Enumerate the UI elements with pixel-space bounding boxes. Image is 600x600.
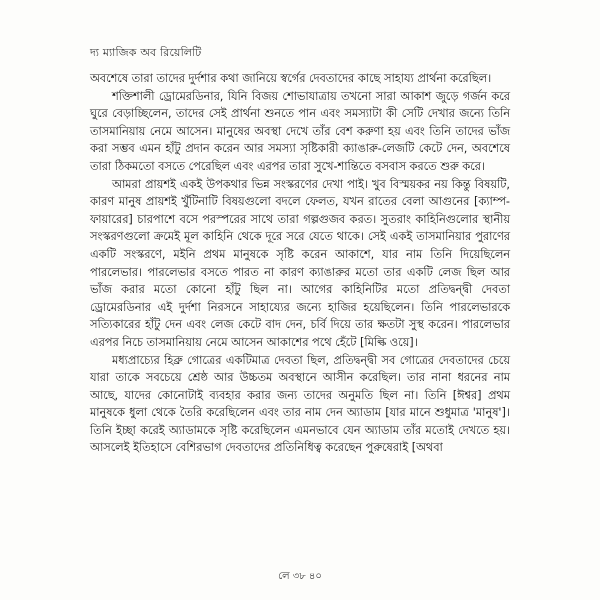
- paragraph-4: মধ্যপ্রাচ্যের হিব্রু গোত্রের একটিমাত্র দেবতা ছিল, প্রতিদ্বন্দ্বী সব গোত্রের দেবতাদের চেয়ে যারা তাকে সবচেয়ে শ্রেষ্ঠ আর উচ্চতম অবস্থানে আসীন করেছিল। তার নানা ধরনের নাম আছে, যাদের কোনোটাই ব্যবহার করার জন্য তাদের অনুমতি ছিল না। তিনি [ঈশ্বর] প্রথম মানুষকে ধুলা থেকে তৈরি করেছিলেন এবং তার নাম দেন অ্যাডাম [যার মানে শুধুমাত্র 'মানুষ']। তিনি ইচ্ছা করেই অ্যাডামকে সৃষ্টি করেছিলেন এমনভাবে যেন অ্যাডাম তাঁর মতোই দেখতে হয়। আসলেই ইতিহাসে বেশিরভাগ দেবতাদের প্রতিনিধিত্ব করেছেন পুরুষেরাই [অথবা: [90, 353, 510, 455]
- paragraph-3: আমরা প্রায়শই একই উপকথার ভিন্ন সংস্করণের দেখা পাই। খুব বিস্ময়কর নয় কিন্তু বিষয়টি, কারণ মানুষ প্রায়শই খুঁটিনাটি বিষয়গুলো বদলে ফেলত, যখন রাতের বেলা আগুনের [ক্যাম্প-ফায়ারের] চারপাশে বসে পরস্পরের সাথে তারা গল্পগুজব করত। সুতরাং কাহিনিগুলোর স্থানীয় সংস্করণগুলো ক্রমেই মূল কাহিনি থেকে দূরে সরে যেতে থাকে। সেই একই তাসমানিয়ার পুরাণের একটি সংস্করণে, মইনি প্রথম মানুষকে সৃষ্টি করেন আকাশে, যার নাম তিনি দিয়েছিলেন পারলেভার। পারলেভার বসতে পারত না কারণ ক্যাঙারুর মতো তার একটি লেজ ছিল আর ভাঁজ করার মতো কোনো হাঁটু ছিল না। আগের কাহিনিটির মতো প্রতিদ্বন্দ্বী দেবতা ড্রোমেরডিনার এই দুর্দশা নিরসনে সাহায্যের জন্যে হাজির হয়েছিলেন। তিনি পারলেভারকে সত্যিকারের হাঁটু দেন এবং লেজ কেটে বাদ দেন, চর্বি দিয়ে তার ক্ষতটা সুস্থ করেন। পারলেভার এরপর নিচে তাসমানিয়ায় নেমে আসেন আকাশের পথে হেঁটে [মিল্কি ওয়ে]।: [90, 177, 510, 349]
- running-header: দ্য ম্যাজিক অব রিয়েলিটি: [90, 46, 202, 59]
- paragraph-2: শক্তিশালী ড্রোমেরডিনার, যিনি বিজয় শোভাযাত্রায় তখনো সারা আকাশ জুড়ে গর্জন করে ঘুরে বেড়াচ্ছিলেন, তাদের সেই প্রার্থনা শুনতে পান এবং সমস্যাটা কী সেটি দেখার জন্যে তিনি তাসমানিয়ায় নেমে আসেন। মানুষের অবস্থা দেখে তাঁর বেশ করুণা হয় এবং তিনি তাদের ভাঁজ করা সম্ভব এমন হাঁটু প্রদান করেন আর সমস্যা সৃষ্টিকারী ক্যাঙারু-লেজটি কেটে দেন, অবশেষে তারা ঠিকমতো বসতে পেরেছিল এবং এরপর তারা সুখে-শান্তিতে বসবাস করতে শুরু করে।: [90, 89, 510, 173]
- paragraph-1: অবশেষে তারা তাদের দুর্দশার কথা জানিয়ে স্বর্গের দেবতাদের কাছে সাহায্য প্রার্থনা করেছিল।: [90, 72, 492, 85]
- page-number: লে ৩৮ ৪০: [278, 571, 322, 582]
- body-text: [90, 70, 510, 457]
